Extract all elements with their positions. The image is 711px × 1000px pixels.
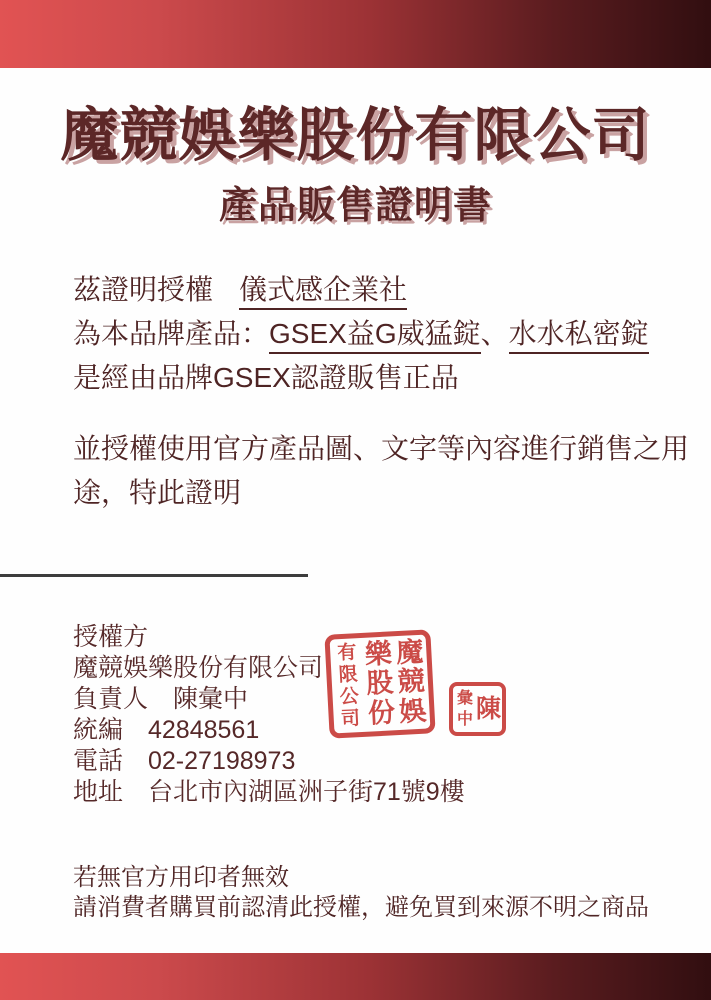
product-separator: 、	[480, 318, 509, 349]
authorizer-label: 授權方	[73, 623, 149, 651]
cert-line-1	[73, 268, 695, 312]
person-seal-stamp	[449, 682, 506, 736]
authorizer-company: 魔競娛樂股份有限公司	[73, 654, 324, 682]
cert-line-2	[73, 312, 695, 356]
note-line-1: 若無官方用印者無效	[73, 864, 289, 891]
document-title: 產品販售證明書	[218, 185, 492, 227]
authorizer-phone: 電話 02-27198973	[73, 747, 296, 775]
signature-line	[0, 574, 308, 577]
company-seal-column-left: 有 限 公 司	[336, 641, 361, 730]
bottom-gradient-band	[0, 953, 711, 1000]
company-title: 魔競娛樂股份有限公司	[60, 103, 651, 168]
authorizer-tax-id: 統編 42848561	[73, 716, 260, 744]
cert-line-3: 是經由品牌GSEX認證販售正品	[73, 362, 459, 393]
company-seal-column-middle: 樂 股 份	[364, 638, 396, 729]
person-seal-column-left: 彙 中	[456, 689, 473, 728]
authorizer-address: 地址 台北市內湖區洲子街71號9樓	[73, 778, 465, 806]
certification-paragraph	[73, 268, 695, 400]
company-seal-column-right: 魔 競 娛	[395, 636, 428, 727]
authorization-paragraph: 並授權使用官方產品圖、文字等內容進行銷售之用途，特此證明	[73, 433, 690, 508]
product-name-1: GSEX益G威猛錠	[269, 318, 481, 354]
cert-line2-prefix: 為本品牌產品：	[73, 318, 270, 349]
company-seal-stamp	[324, 629, 435, 738]
cert-line1-prefix: 茲證明授權	[73, 274, 214, 305]
person-seal-column-right: 陳	[475, 695, 501, 723]
top-gradient-band	[0, 0, 711, 68]
consumer-warning-note	[73, 863, 673, 923]
authorized-party-name: 儀式感企業社	[239, 274, 407, 310]
note-line-2: 請消費者購買前認清此授權，避免買到來源不明之商品	[73, 894, 649, 921]
authorizer-person: 負責人 陳彙中	[73, 685, 249, 713]
product-name-2: 水水私密錠	[509, 318, 649, 354]
